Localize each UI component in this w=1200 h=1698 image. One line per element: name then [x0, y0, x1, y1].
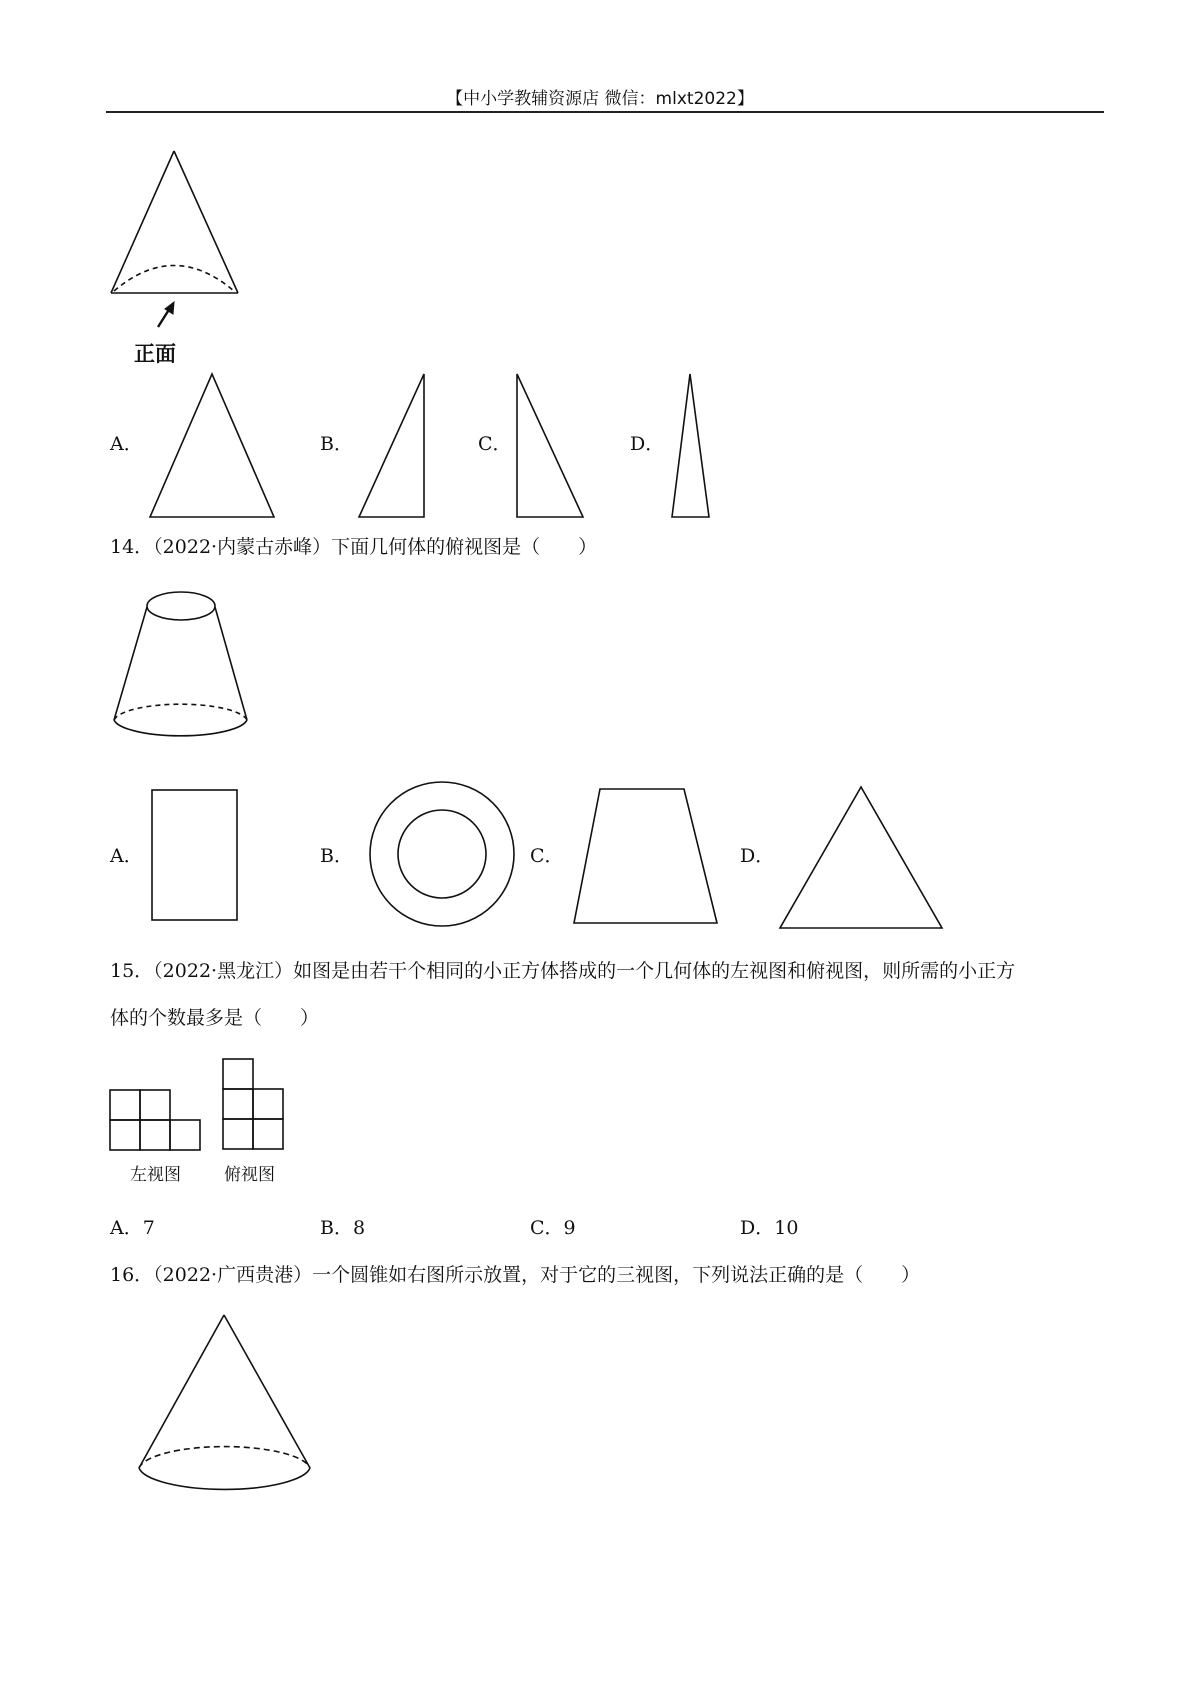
q16-stem: 16．（2022·广西贵港）一个圆锥如右图所示放置，对于它的三视图，下列说法正确的是（ ）	[110, 1264, 921, 1286]
q14-option-a-rectangle	[150, 788, 240, 923]
q13-option-c-triangle	[515, 373, 590, 519]
front-label: 正面	[134, 342, 176, 366]
q14-option-b-label: B．	[320, 845, 353, 867]
q15-left-view-grid	[108, 1088, 203, 1153]
q13-option-b-triangle	[355, 373, 430, 519]
q15-stem-line1: 15．（2022·黑龙江）如图是由若干个相同的小正方体搭成的一个几何体的左视图和俯视图，则所需的小正方	[110, 960, 1016, 982]
header-rule	[106, 111, 1104, 113]
page-header: 【中小学教辅资源店 微信：mlxt2022】	[446, 89, 754, 109]
q14-option-d-label: D．	[740, 845, 775, 867]
q14-option-b-rings	[368, 780, 518, 930]
q14-option-c-label: C．	[530, 845, 564, 867]
q15-top-view-grid	[221, 1057, 286, 1153]
top-view-caption: 俯视图	[224, 1165, 275, 1185]
q16-cone-figure	[135, 1313, 315, 1498]
q13-option-a-triangle	[148, 373, 278, 519]
q14-option-d-triangle	[778, 785, 946, 931]
front-arrow-icon	[152, 300, 182, 330]
q14-option-a-label: A．	[110, 845, 143, 867]
q15-option-a: A．7	[110, 1217, 155, 1239]
q13-option-b-label: B．	[320, 433, 353, 455]
q13-option-c-label: C．	[478, 433, 512, 455]
q14-frustum-figure	[110, 590, 252, 740]
q14-stem: 14．（2022·内蒙古赤峰）下面几何体的俯视图是（ ）	[110, 536, 598, 558]
q13-option-d-triangle	[668, 373, 713, 519]
q15-stem-line2: 体的个数最多是（ ）	[110, 1007, 320, 1029]
q15-option-b: B．8	[320, 1217, 366, 1239]
q13-cone-figure	[100, 145, 250, 305]
q14-option-c-trapezoid	[572, 787, 722, 927]
q13-option-d-label: D．	[630, 433, 665, 455]
q13-option-a-label: A．	[110, 433, 143, 455]
left-view-caption: 左视图	[130, 1165, 181, 1185]
q15-option-d: D．10	[740, 1217, 799, 1239]
q15-option-c: C．9	[530, 1217, 576, 1239]
